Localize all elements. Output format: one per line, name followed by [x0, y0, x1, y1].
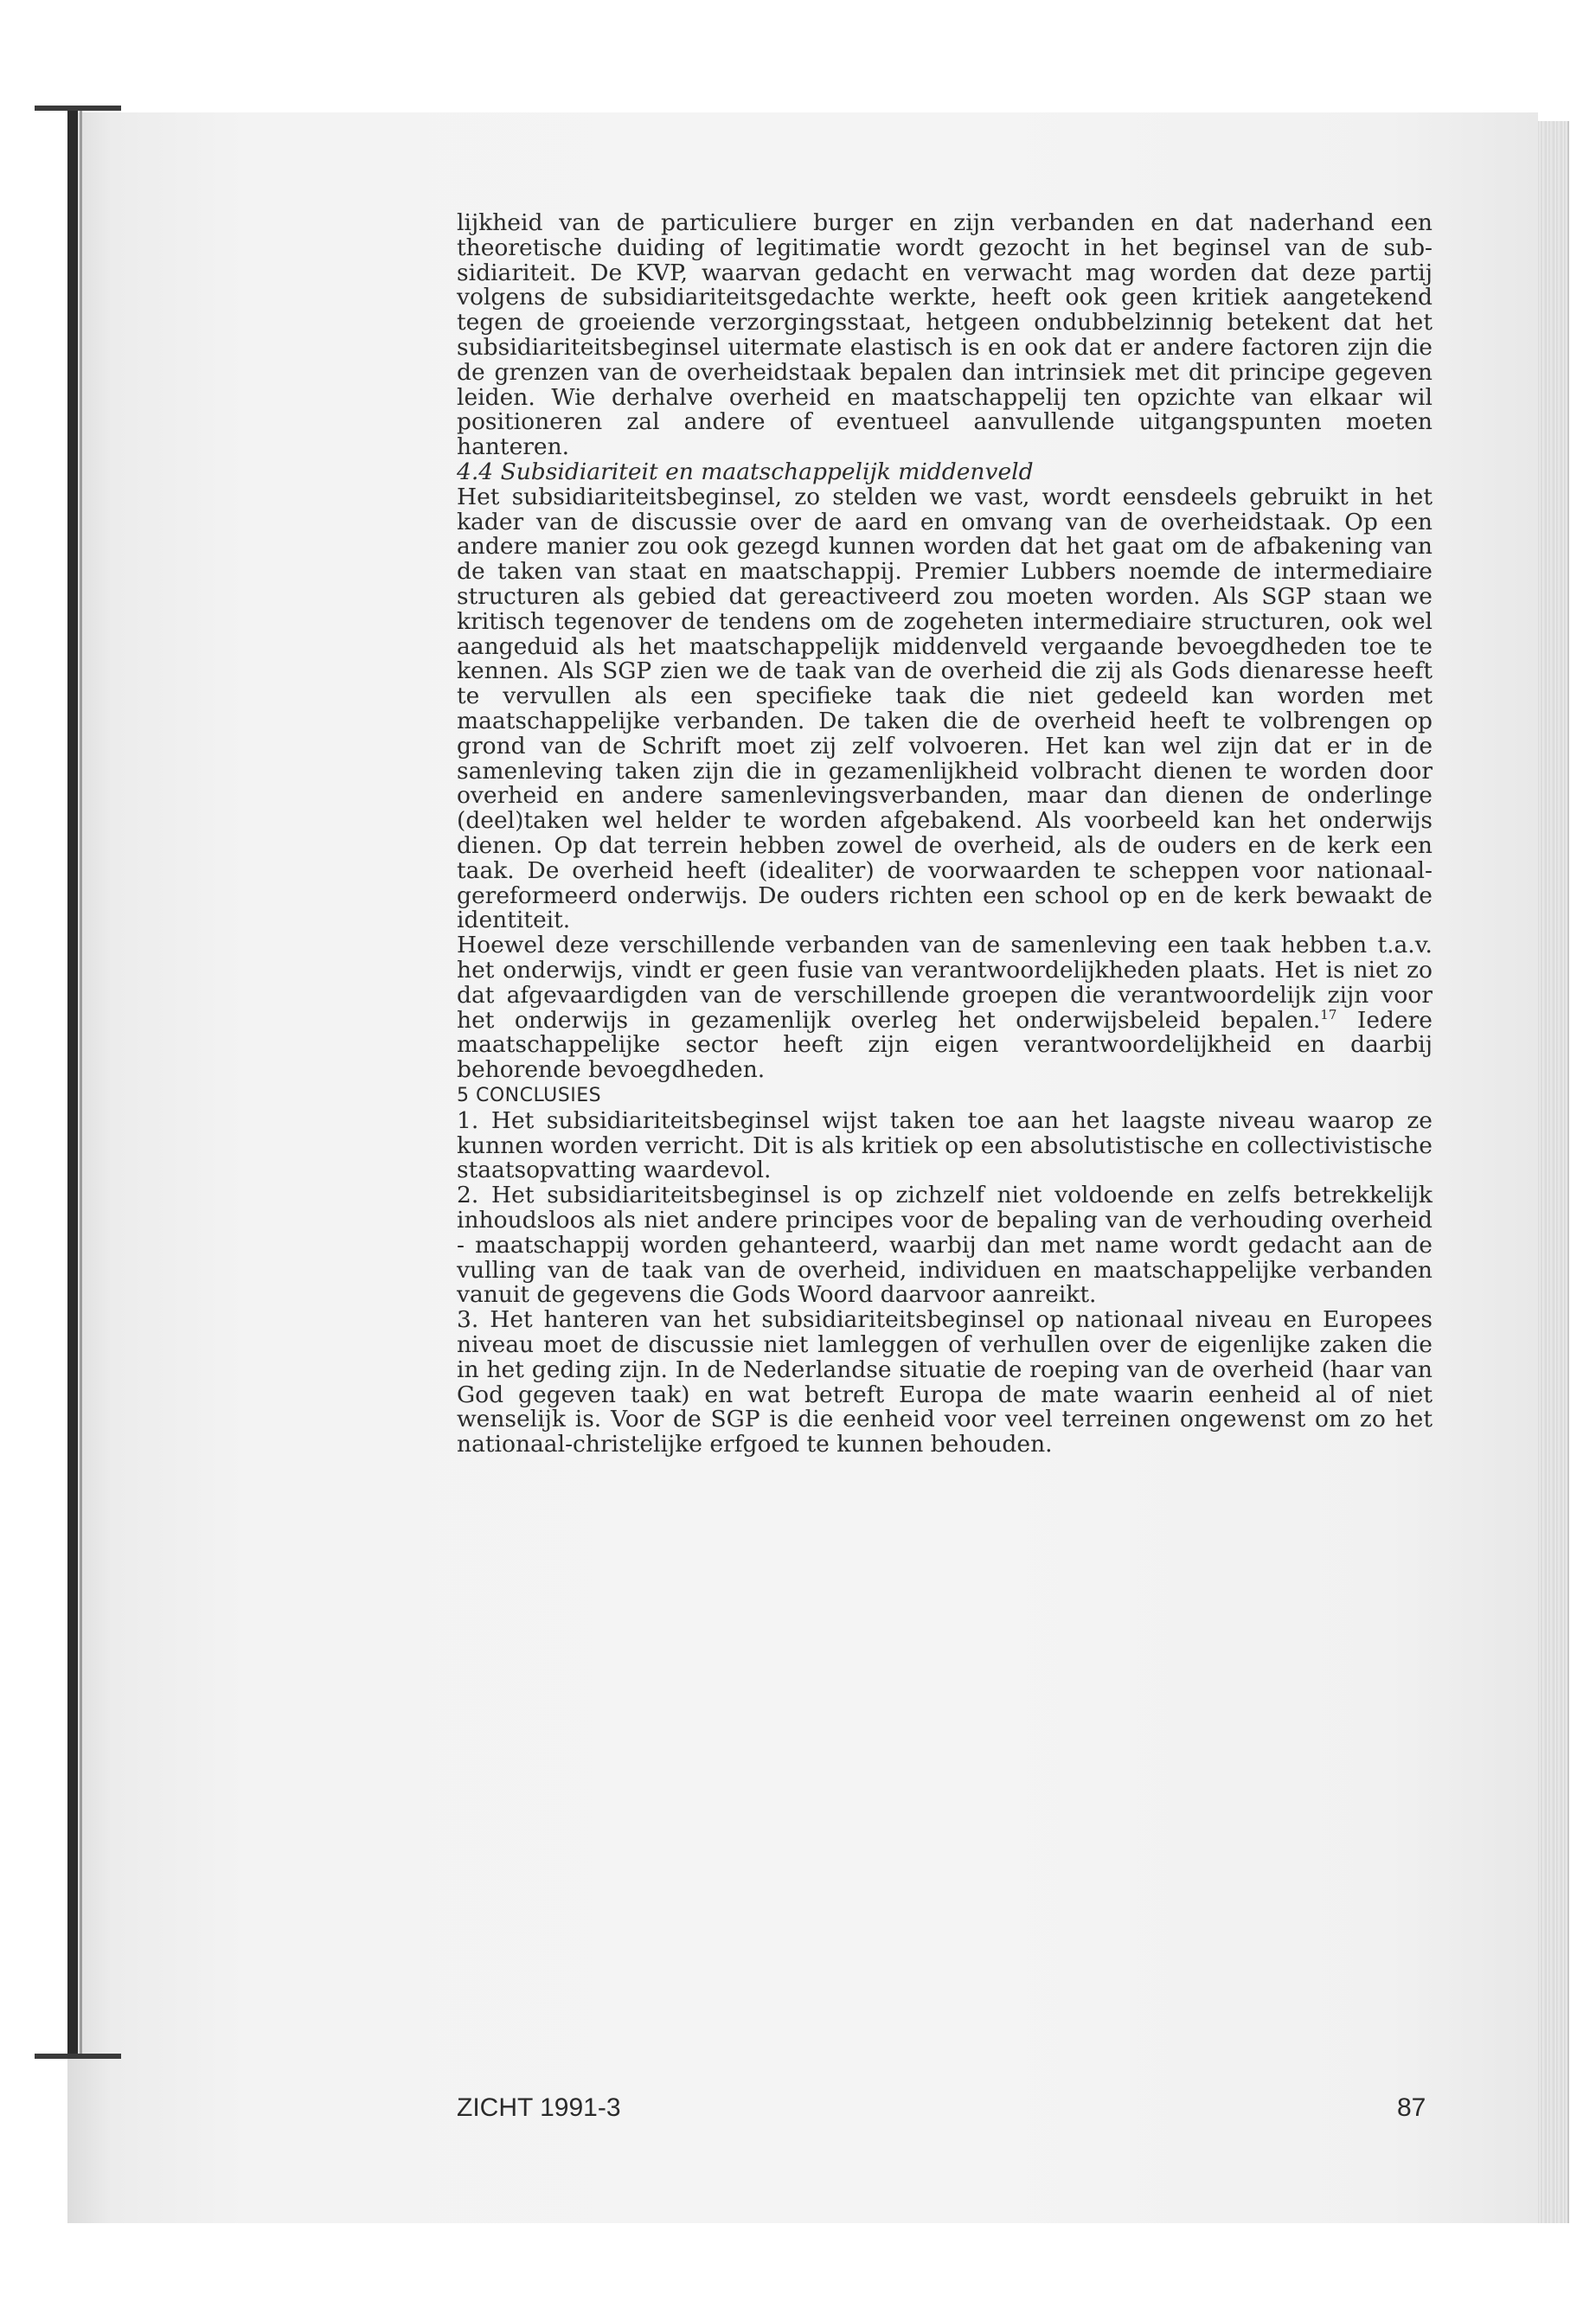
section-4-4-paragraph-2	[457, 933, 1433, 1083]
paragraph-2-text-before-note: Hoewel deze verschillende verbanden van de samenleving een taak hebben t.a.v. het onderwijs, vindt er geen fusie van verantwoordelijkheden plaats. Het is niet zo dat afgevaardigden van de verschillende groepen die verantwoordelijk zijn voor het onderwijs in gezamenlijk overleg het onderwijsbeleid bepalen.	[457, 932, 1433, 1034]
footer-page-number: 87	[1397, 2093, 1426, 2122]
intro-paragraph: lijkheid van de particuliere burger en zijn verbanden en dat naderhand een theoretische duiding of legitimatie wordt gezocht in het beginsel van de subsidiariteit. De KVP, waarvan gedacht en verwacht mag worden dat deze partij volgens de subsidiariteitsgedachte werkte, heeft ook geen kritiek aangetekend tegen de groeiende verzorgingsstaat, hetgeen ondubbelzinnig betekent dat het subsidiariteitsbeginsel uitermate elastisch is en ook dat er andere factoren zijn die de grenzen van de overheidstaak bepalen dan intrinsiek met dit principe gegeven leiden. Wie derhalve overheid en maatschappelij ten opzichte van elkaar wil positioneren zal andere of eventueel aanvullende uitgangspunten moeten hanteren.	[457, 209, 1433, 461]
conclusion-item-3: 3. Het hanteren van het subsidiariteitsbeginsel op nationaal niveau en Europees niveau moet de discussie niet lamleggen of verhullen over de eigenlijke zaken die in het geding zijn. In de Nederlandse situatie de roeping van de overheid (haar van God gegeven taak) en wat betreft Europa de mate waarin eenheid al of niet wenselijk is. Voor de SGP is die eenheid voor veel terreinen ongewenst om zo het nationaal-christelijke erfgoed te kunnen behouden.	[457, 1306, 1433, 1458]
book-binding	[67, 111, 78, 2057]
section-4-4-heading: 4.4 Subsidiariteit en maatschappelijk middenveld	[457, 458, 1034, 485]
section-4-4-paragraph-1: Het subsidiariteitsbeginsel, zo stelden we vast, wordt eensdeels gebruikt in het kader van de discussie over de aard en omvang van de overheidstaak. Op een andere manier zou ook gezegd kunnen worden dat het gaat om de afbakening van de taken van staat en maatschappij. Premier Lubbers noemde de intermediaire structuren als gebied dat gereactiveerd zou moeten worden. Als SGP staan we kritisch tegenover de tendens om de zogeheten intermediaire structuren, ook wel aangeduid als het maatschappelijk middenveld vergaande bevoegdheden toe te kennen. Als SGP zien we de taak van de overheid die zij als Gods dienaresse heeft te vervullen als een specifieke taak die niet gedeeld kan worden met maatschappelijke verbanden. De taken die de overheid heeft te volbrengen op grond van de Schrift moet zij zelf volvoeren. Het kan wel zijn dat er in de samenleving taken zijn die in gezamenlijkheid volbracht dienen te worden door overheid en andere samenlevingsverbanden, maar dan dienen de onderlinge (deel)taken wel helder te worden afgebakend. Als voorbeeld kan het onderwijs dienen. Op dat terrein hebben zowel de overheid, als de ouders en de kerk een taak. De overheid heeft (idealiter) de voorwaarden te scheppen voor nationaal-gereformeerd onderwijs. De ouders richten een school op en de kerk bewaakt de identiteit.	[457, 483, 1433, 934]
conclusion-item-2: 2. Het subsidiariteitsbeginsel is op zichzelf niet voldoende en zelfs betrekkelijk inhoudsloos als niet andere principes voor de bepaling van de verhouding overheid - maatschappij worden gehanteerd, waarbij dan met name wordt gedacht aan de vulling van de taak van de overheid, individuen en maatschappelijke verbanden vanuit de gegevens die Gods Woord daarvoor aanreikt.	[457, 1182, 1433, 1309]
paragraph-2-text-after-note: Iedere maatschappelijke sector heeft zijn eigen verantwoordelijkheid en daarbij behorende bevoegdheden.	[457, 1006, 1433, 1084]
body-text	[457, 211, 1433, 1458]
binding-clip-bottom	[35, 2054, 121, 2059]
binding-gutter-line	[80, 111, 82, 2057]
conclusion-item-1: 1. Het subsidiariteitsbeginsel wijst taken toe aan het laagste niveau waarop ze kunnen worden verricht. Dit is als kritiek op een absolutistische en collectivistische staatsopvatting waardevol.	[457, 1106, 1433, 1184]
binding-clip-top	[35, 106, 121, 111]
footnote-marker: 17	[1320, 1006, 1337, 1022]
page-edges	[1533, 121, 1569, 2223]
conclusions-heading: 5 CONCLUSIES	[457, 1084, 602, 1106]
footer-journal-title: ZICHT 1991-3	[457, 2093, 621, 2122]
